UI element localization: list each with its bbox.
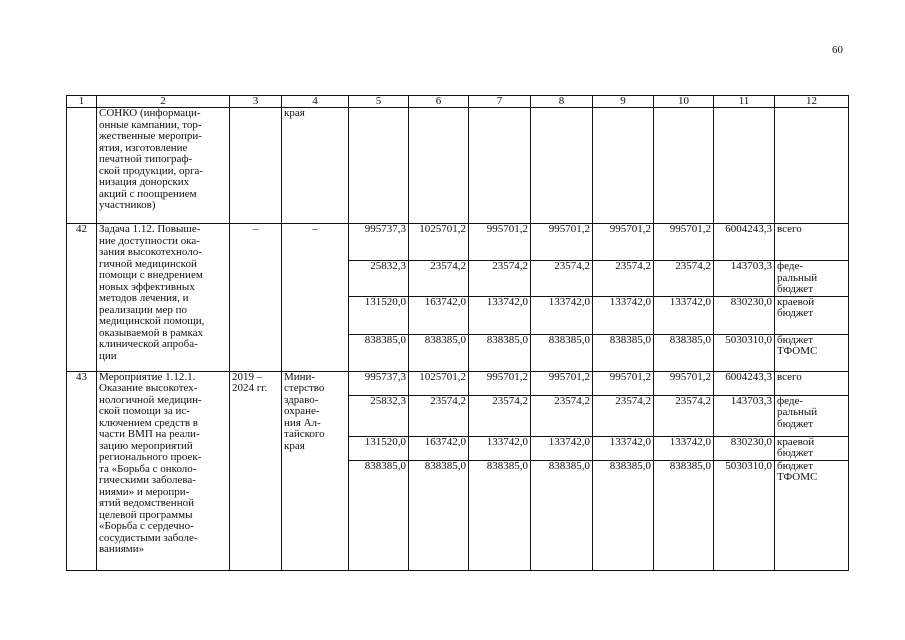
value-cell: 143703,3 — [714, 261, 775, 297]
value-cell: 131520,0 — [349, 436, 409, 460]
value-cell: 23574,2 — [469, 261, 531, 297]
period-line: 2019 – — [232, 371, 263, 383]
value-cell: 995701,2 — [469, 371, 531, 395]
description-line: печатной типограф- — [99, 153, 193, 165]
value-cell: 163742,0 — [409, 296, 469, 334]
value-cell: 995701,2 — [531, 371, 593, 395]
value-cell: 133742,0 — [593, 436, 654, 460]
value-cell: 23574,2 — [469, 395, 531, 436]
description-line: целевой программы — [99, 508, 193, 521]
description-line: Задача 1.12. Повыше- — [99, 223, 201, 235]
source-line: бюджет — [777, 283, 813, 295]
header-cell: 12 — [775, 96, 849, 108]
value-cell: 131520,0 — [349, 296, 409, 334]
description-line: зацию мероприятий — [99, 439, 193, 452]
description-cell — [97, 108, 230, 224]
description-line: гичной медицинской — [99, 257, 197, 270]
executor-line: здраво- — [284, 393, 319, 406]
source-cell — [775, 436, 849, 460]
source-line: ТФОМС — [777, 471, 818, 483]
description-line: ской продукции, орга- — [99, 164, 204, 177]
description-line: ятий ведомственной — [99, 497, 194, 509]
value-cell: 1025701,2 — [409, 371, 469, 395]
source-line: бюджет — [777, 417, 813, 430]
value-cell: 143703,3 — [714, 395, 775, 436]
value-cell: 23574,2 — [409, 261, 469, 297]
source-line: всего — [777, 371, 802, 383]
header-cell: 1 — [67, 96, 97, 108]
value-cell: 995701,2 — [593, 371, 654, 395]
value-cell: 1025701,2 — [409, 224, 469, 261]
value-cell: 23574,2 — [593, 261, 654, 297]
source-line: феде- — [777, 395, 804, 407]
value-cell: 5030310,0 — [714, 334, 775, 371]
description-line: ваниями» — [99, 543, 145, 555]
source-line: феде- — [777, 260, 804, 272]
source-cell — [775, 334, 849, 371]
period-cell — [230, 371, 282, 570]
source-line: краевой — [777, 436, 815, 448]
description-line: участников) — [99, 199, 156, 211]
header-cell: 9 — [593, 96, 654, 108]
description-line: ключением средств в — [99, 416, 198, 429]
description-line: Мероприятие 1.12.1. — [99, 371, 196, 383]
description-cell — [97, 224, 230, 372]
description-line: Оказание высокотех- — [99, 382, 198, 394]
table-row-43 — [67, 371, 849, 395]
value-cell: 838385,0 — [409, 334, 469, 371]
value-cell — [654, 108, 714, 224]
value-cell: 23574,2 — [654, 395, 714, 436]
description-line: ние доступности ока- — [99, 234, 200, 247]
value-cell: 163742,0 — [409, 436, 469, 460]
header-cell: 7 — [469, 96, 531, 108]
description-line: СОНКО (информаци- — [99, 107, 201, 119]
description-line: гическими заболева- — [99, 474, 196, 486]
source-cell — [775, 261, 849, 297]
source-line: краевой — [777, 296, 815, 308]
value-cell: 995701,2 — [654, 371, 714, 395]
source-line: бюджет — [777, 334, 813, 346]
row-number-cell — [67, 108, 97, 224]
executor-line: стерство — [284, 382, 325, 394]
executor-cell — [282, 371, 349, 570]
source-cell — [775, 460, 849, 570]
description-line: онные кампании, тор- — [99, 118, 202, 131]
description-line: ции — [99, 349, 117, 362]
header-cell: 3 — [230, 96, 282, 108]
value-cell: 830230,0 — [714, 296, 775, 334]
value-cell: 838385,0 — [409, 460, 469, 570]
source-line: ТФОМС — [777, 345, 818, 357]
description-line: зания высокотехноло- — [99, 246, 202, 258]
value-cell: 995701,2 — [593, 224, 654, 261]
description-line: помощи с внедрением — [99, 269, 203, 281]
source-cell — [775, 224, 849, 261]
description-line: оказываемой в рамках — [99, 326, 204, 339]
description-line: ниями» и меропри- — [99, 485, 190, 498]
source-line: бюджет — [777, 447, 813, 459]
value-cell: 23574,2 — [531, 395, 593, 436]
value-cell: 995737,3 — [349, 371, 409, 395]
header-cell: 2 — [97, 96, 230, 108]
description-line: новых эффективных — [99, 280, 195, 293]
executor-line: ния Ал- — [284, 416, 321, 429]
value-cell: 23574,2 — [409, 395, 469, 436]
description-line: нологичной медицин- — [99, 393, 202, 406]
value-cell: 830230,0 — [714, 436, 775, 460]
table-row-42 — [67, 224, 849, 261]
executor-cell: края — [282, 108, 349, 224]
value-cell: 995701,2 — [469, 224, 531, 261]
header-cell: 8 — [531, 96, 593, 108]
value-cell: 133742,0 — [654, 436, 714, 460]
value-cell — [349, 108, 409, 224]
description-line: части ВМП на реали- — [99, 428, 200, 440]
value-cell: 838385,0 — [531, 334, 593, 371]
source-line: бюджет — [777, 307, 813, 319]
description-line: «Борьба с сердечно- — [99, 520, 194, 532]
value-cell — [531, 108, 593, 224]
value-cell: 995737,3 — [349, 224, 409, 261]
header-cell: 5 — [349, 96, 409, 108]
period-cell: – — [230, 224, 282, 372]
value-cell: 25832,3 — [349, 261, 409, 297]
source-cell — [775, 108, 849, 224]
source-line: ральный — [777, 271, 818, 284]
description-line: клинической апроба- — [99, 338, 198, 350]
description-cell — [97, 371, 230, 570]
executor-cell: – — [282, 224, 349, 372]
value-cell: 133742,0 — [469, 436, 531, 460]
source-cell — [775, 371, 849, 395]
value-cell — [409, 108, 469, 224]
value-cell: 133742,0 — [531, 296, 593, 334]
description-line: ской помощи за ис- — [99, 405, 190, 417]
description-line: акций с поощрением — [99, 187, 197, 200]
description-line: низация донорских — [99, 176, 190, 188]
value-cell: 6004243,3 — [714, 371, 775, 395]
period-line: 2024 гг. — [232, 382, 268, 394]
row-number-cell: 43 — [67, 371, 97, 570]
table-row-continuation — [67, 108, 849, 224]
description-line: медицинской помощи, — [99, 315, 205, 327]
source-cell — [775, 296, 849, 334]
executor-line: охране- — [284, 405, 320, 417]
source-line: всего — [777, 223, 802, 235]
header-cell: 10 — [654, 96, 714, 108]
executor-line: края — [284, 439, 305, 452]
value-cell: 23574,2 — [531, 261, 593, 297]
value-cell — [714, 108, 775, 224]
description-line: методов лечения, и — [99, 292, 189, 304]
value-cell: 838385,0 — [654, 460, 714, 570]
value-cell: 838385,0 — [593, 334, 654, 371]
value-cell: 5030310,0 — [714, 460, 775, 570]
value-cell: 995701,2 — [531, 224, 593, 261]
value-cell: 838385,0 — [349, 460, 409, 570]
value-cell: 23574,2 — [593, 395, 654, 436]
value-cell: 838385,0 — [654, 334, 714, 371]
header-cell: 11 — [714, 96, 775, 108]
header-cell: 6 — [409, 96, 469, 108]
description-line: регионального проек- — [99, 451, 202, 463]
source-line: ральный — [777, 406, 818, 418]
description-line: ятия, изготовление — [99, 141, 188, 154]
value-cell: 133742,0 — [469, 296, 531, 334]
header-row — [67, 96, 849, 108]
description-line: реализации мер по — [99, 303, 187, 316]
value-cell: 25832,3 — [349, 395, 409, 436]
source-cell — [775, 395, 849, 436]
source-line: бюджет — [777, 460, 813, 472]
row-number-cell: 42 — [67, 224, 97, 372]
value-cell: 838385,0 — [349, 334, 409, 371]
description-line: жественные меропри- — [99, 130, 202, 142]
executor-line: тайского — [284, 428, 325, 440]
header-cell: 4 — [282, 96, 349, 108]
value-cell: 995701,2 — [654, 224, 714, 261]
value-cell: 23574,2 — [654, 261, 714, 297]
value-cell: 133742,0 — [654, 296, 714, 334]
description-line: сосудистыми заболе- — [99, 531, 198, 544]
description-line: та «Борьба с онколо- — [99, 462, 197, 475]
period-cell — [230, 108, 282, 224]
value-cell: 838385,0 — [593, 460, 654, 570]
value-cell: 838385,0 — [531, 460, 593, 570]
value-cell: 133742,0 — [593, 296, 654, 334]
value-cell: 838385,0 — [469, 460, 531, 570]
value-cell — [469, 108, 531, 224]
budget-table — [66, 95, 849, 571]
executor-line: Мини- — [284, 371, 316, 383]
value-cell — [593, 108, 654, 224]
page-number: 60 — [832, 44, 843, 56]
value-cell: 6004243,3 — [714, 224, 775, 261]
value-cell: 133742,0 — [531, 436, 593, 460]
value-cell: 838385,0 — [469, 334, 531, 371]
